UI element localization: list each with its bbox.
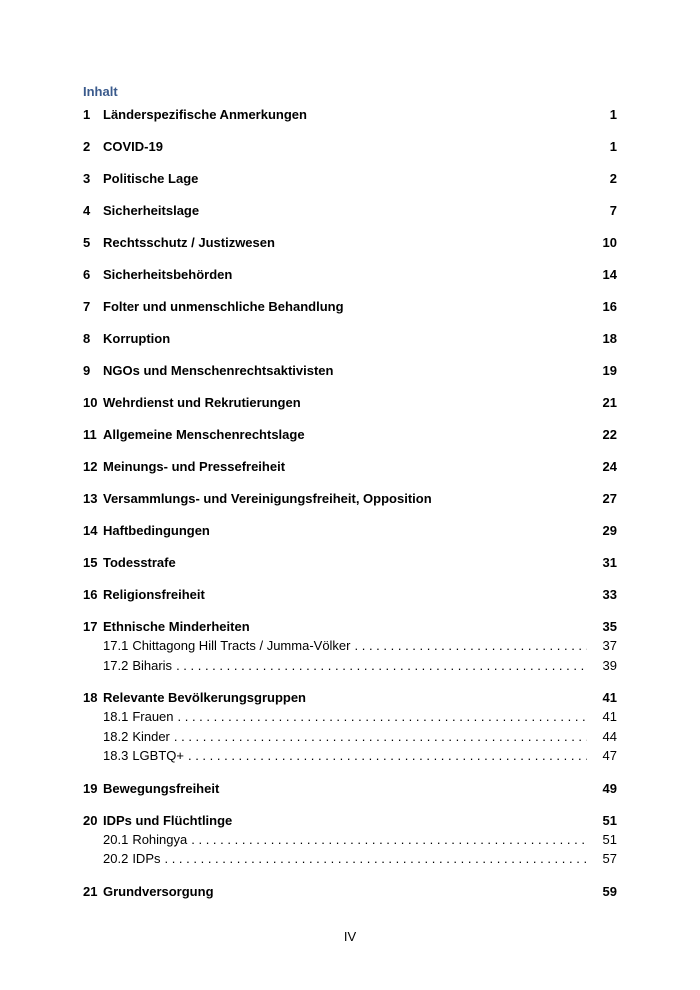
chapter-title: Versammlungs- und Vereinigungsfreiheit, Opposition bbox=[103, 491, 432, 506]
chapter-title: IDPs und Flüchtlinge bbox=[103, 812, 233, 828]
toc-chapter-row[interactable] bbox=[83, 618, 617, 636]
subsection-page: 47 bbox=[602, 748, 617, 763]
toc-chapter-row[interactable] bbox=[83, 170, 617, 188]
chapter-page: 1 bbox=[609, 139, 617, 154]
dot-leader bbox=[351, 636, 588, 656]
toc-chapter bbox=[83, 362, 617, 380]
chapter-title: Todesstrafe bbox=[103, 555, 176, 570]
page-number: IV bbox=[343, 929, 357, 944]
chapter-title: Rechtsschutz / Justizwesen bbox=[103, 235, 275, 250]
chapter-page: 35 bbox=[602, 619, 617, 634]
chapter-title: NGOs und Menschenrechtsaktivisten bbox=[103, 363, 334, 378]
chapter-number: 11 bbox=[83, 427, 97, 442]
chapter-page: 1 bbox=[609, 107, 617, 122]
subsection-page: 51 bbox=[602, 831, 617, 847]
chapter-number: 9 bbox=[83, 363, 91, 378]
toc-chapter-row[interactable] bbox=[83, 554, 617, 572]
subsection-page: 39 bbox=[602, 657, 617, 673]
chapter-page: 49 bbox=[602, 780, 617, 796]
subsection-title: Biharis bbox=[132, 657, 173, 673]
chapter-number: 7 bbox=[83, 299, 91, 314]
subsection-number: 17.2 bbox=[103, 657, 129, 673]
chapter-number: 8 bbox=[83, 331, 91, 346]
toc-chapter bbox=[83, 266, 617, 284]
chapter-page: 29 bbox=[602, 523, 617, 538]
toc-chapter-row[interactable] bbox=[83, 330, 617, 348]
subsection-title: LGBTQ+ bbox=[132, 748, 184, 763]
toc-chapter bbox=[83, 426, 617, 444]
subsection-page: 57 bbox=[602, 851, 617, 866]
toc-chapter-row[interactable] bbox=[83, 490, 617, 508]
toc-chapter-row[interactable] bbox=[83, 234, 617, 252]
subsection-page: 41 bbox=[602, 709, 617, 724]
chapter-page: 24 bbox=[602, 459, 617, 474]
chapter-page: 59 bbox=[602, 883, 617, 899]
toc-chapter-row[interactable] bbox=[83, 812, 617, 830]
chapter-page: 10 bbox=[602, 235, 617, 250]
dot-leader bbox=[160, 849, 587, 869]
chapter-title: Korruption bbox=[103, 331, 171, 346]
chapter-title: Meinungs- und Pressefreiheit bbox=[103, 459, 286, 474]
subsection-number: 20.2 bbox=[103, 851, 129, 866]
toc-chapter bbox=[83, 298, 617, 316]
toc-chapter bbox=[83, 138, 617, 156]
toc-chapter-row[interactable] bbox=[83, 298, 617, 316]
chapter-page: 19 bbox=[602, 363, 617, 378]
chapter-title: Bewegungsfreiheit bbox=[103, 780, 220, 796]
chapter-number: 19 bbox=[83, 780, 98, 796]
subsection-title: Frauen bbox=[132, 709, 174, 724]
chapter-number: 17 bbox=[83, 619, 98, 634]
chapter-page: 22 bbox=[602, 427, 617, 442]
toc-subsection-row[interactable] bbox=[83, 830, 617, 850]
chapter-number: 20 bbox=[83, 812, 98, 828]
chapter-page: 14 bbox=[602, 267, 617, 282]
chapter-title: Grundversorgung bbox=[103, 883, 214, 899]
chapter-title: Sicherheitsbehörden bbox=[103, 267, 233, 282]
chapter-title: Folter und unmenschliche Behandlung bbox=[103, 299, 344, 314]
chapter-number: 5 bbox=[83, 235, 91, 250]
chapter-title: Politische Lage bbox=[103, 171, 199, 186]
toc-chapter bbox=[83, 458, 617, 476]
subsection-title: IDPs bbox=[132, 851, 161, 866]
chapter-page: 33 bbox=[602, 587, 617, 602]
toc-chapter bbox=[83, 330, 617, 348]
chapter-title: Länderspezifische Anmerkungen bbox=[103, 107, 307, 122]
subsection-number: 18.3 bbox=[103, 748, 129, 763]
chapter-title: COVID-19 bbox=[103, 139, 163, 154]
toc-chapter bbox=[83, 689, 617, 766]
subsection-number: 18.1 bbox=[103, 709, 129, 724]
toc-chapter-row[interactable] bbox=[83, 202, 617, 220]
chapter-number: 4 bbox=[83, 203, 91, 218]
chapter-number: 6 bbox=[83, 267, 91, 282]
chapter-number: 15 bbox=[83, 555, 98, 570]
toc-chapter bbox=[83, 883, 617, 901]
dot-leader bbox=[174, 707, 587, 727]
toc-chapter bbox=[83, 394, 617, 412]
toc-subsection-row[interactable] bbox=[83, 656, 617, 676]
chapter-number: 2 bbox=[83, 139, 91, 154]
chapter-page: 41 bbox=[602, 690, 617, 705]
toc-chapter bbox=[83, 554, 617, 572]
chapter-page: 2 bbox=[609, 171, 617, 186]
toc-chapter-row[interactable] bbox=[83, 586, 617, 604]
dot-leader bbox=[184, 746, 587, 766]
toc-subsection-row[interactable] bbox=[83, 746, 617, 766]
chapter-number: 18 bbox=[83, 690, 98, 705]
toc-chapter bbox=[83, 202, 617, 220]
subsection-title: Rohingya bbox=[132, 831, 188, 847]
toc-chapter bbox=[83, 106, 617, 124]
toc-heading: Inhalt bbox=[83, 84, 118, 99]
toc-chapter-row[interactable] bbox=[83, 426, 617, 444]
chapter-page: 16 bbox=[602, 299, 617, 314]
toc-chapter-row[interactable] bbox=[83, 883, 617, 901]
chapter-number: 3 bbox=[83, 171, 91, 186]
chapter-title: Allgemeine Menschenrechtslage bbox=[103, 427, 305, 442]
dot-leader bbox=[172, 656, 587, 676]
toc-chapter-row[interactable] bbox=[83, 106, 617, 124]
toc-chapter-row[interactable] bbox=[83, 780, 617, 798]
toc-chapter-row[interactable] bbox=[83, 362, 617, 380]
chapter-page: 21 bbox=[602, 395, 617, 410]
toc-chapter-row[interactable] bbox=[83, 689, 617, 707]
toc-chapter bbox=[83, 234, 617, 252]
chapter-title: Religionsfreiheit bbox=[103, 587, 205, 602]
chapter-page: 27 bbox=[602, 491, 617, 506]
toc-chapter-row[interactable] bbox=[83, 458, 617, 476]
toc-subsection-row[interactable] bbox=[83, 849, 617, 869]
subsection-number: 17.1 bbox=[103, 638, 129, 653]
chapter-page: 31 bbox=[602, 555, 617, 570]
chapter-title: Sicherheitslage bbox=[103, 203, 200, 218]
chapter-number: 13 bbox=[83, 491, 98, 506]
toc-chapter bbox=[83, 812, 617, 869]
chapter-page: 7 bbox=[609, 203, 617, 218]
chapter-page: 51 bbox=[602, 812, 617, 828]
toc-chapter bbox=[83, 522, 617, 540]
toc-chapter-row[interactable] bbox=[83, 266, 617, 284]
chapter-title: Ethnische Minderheiten bbox=[103, 619, 250, 634]
toc-chapter bbox=[83, 780, 617, 798]
toc-chapter bbox=[83, 618, 617, 675]
chapter-title: Relevante Bevölkerungsgruppen bbox=[103, 690, 306, 705]
chapter-title: Wehrdienst und Rekrutierungen bbox=[103, 395, 301, 410]
toc-chapter-row[interactable] bbox=[83, 138, 617, 156]
chapter-title: Haftbedingungen bbox=[103, 523, 210, 538]
toc-subsection-row[interactable] bbox=[83, 636, 617, 656]
subsection-number: 20.1 bbox=[103, 831, 129, 847]
subsection-page: 37 bbox=[602, 638, 617, 653]
toc-chapter bbox=[83, 586, 617, 604]
chapter-number: 10 bbox=[83, 395, 98, 410]
chapter-number: 16 bbox=[83, 587, 98, 602]
chapter-number: 12 bbox=[83, 459, 98, 474]
chapter-number: 14 bbox=[83, 523, 98, 538]
table-of-contents bbox=[83, 106, 617, 901]
toc-subsection-row[interactable] bbox=[83, 727, 617, 747]
subsection-page: 44 bbox=[602, 728, 617, 744]
toc-chapter-row[interactable] bbox=[83, 394, 617, 412]
chapter-page: 18 bbox=[602, 331, 617, 346]
chapter-number: 1 bbox=[83, 107, 91, 122]
chapter-number: 21 bbox=[83, 883, 98, 899]
subsection-title: Chittagong Hill Tracts / Jumma-Völker bbox=[132, 638, 351, 653]
toc-chapter bbox=[83, 490, 617, 508]
dot-leader bbox=[170, 727, 587, 747]
toc-subsection-row[interactable] bbox=[83, 707, 617, 727]
toc-chapter-row[interactable] bbox=[83, 522, 617, 540]
toc-chapter bbox=[83, 170, 617, 188]
subsection-number: 18.2 bbox=[103, 728, 129, 744]
dot-leader bbox=[187, 830, 587, 850]
subsection-title: Kinder bbox=[132, 728, 170, 744]
